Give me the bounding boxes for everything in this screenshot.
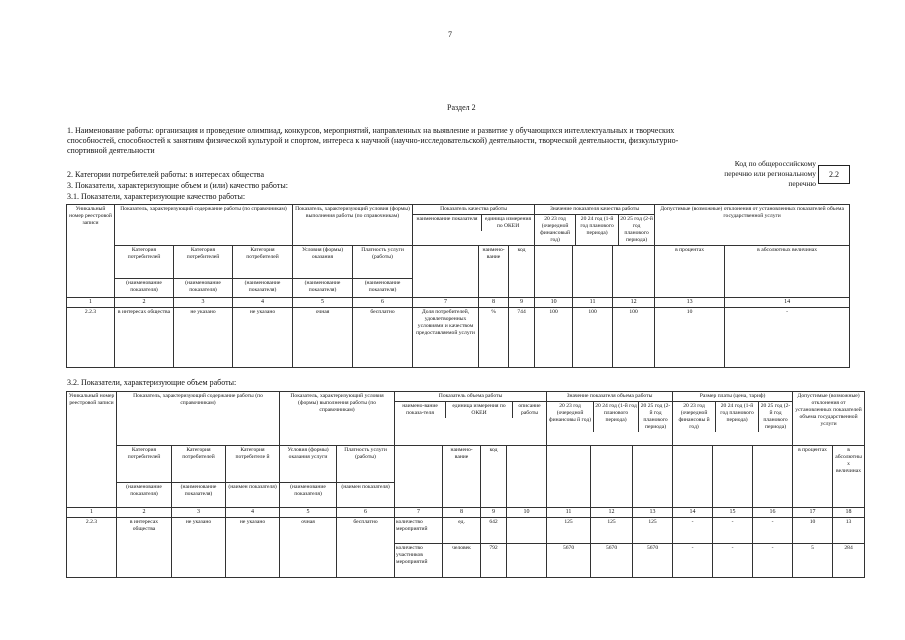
- t1-num: 9: [509, 298, 535, 308]
- t1-h-empty-y2: [573, 246, 613, 298]
- t2-h-cond: Условия (формы) оказания услуги: [280, 446, 336, 483]
- t2-h-sub5: (наимен показателя): [341, 484, 390, 490]
- t1-num: 8: [479, 298, 509, 308]
- t1-unit: %: [479, 308, 509, 368]
- t1-h-cat3-cell: [233, 246, 293, 298]
- t2-h-cat1-cell: [117, 446, 172, 508]
- t2-code: 2.2.3: [67, 518, 117, 578]
- t2-r2-v1: 5670: [547, 544, 591, 578]
- t1-h-unique: Уникальный номер реестровой записи: [67, 205, 115, 298]
- t2-h-fee: [673, 392, 793, 446]
- t2-h-cat1: Категория потребителей: [117, 446, 171, 483]
- t1-indicator-name: Доля потребителей, удовлетворенных условиями и качеством предоставляемой услуги: [413, 308, 479, 368]
- t2-c3: не указано: [226, 518, 280, 578]
- t2-c4: очная: [280, 518, 337, 578]
- t2-r1-dev-pct: 10: [793, 518, 833, 544]
- t2-r1-unit: ед.: [443, 518, 481, 544]
- t1-h-empty-y1: [535, 246, 573, 298]
- t2-num-row: [67, 508, 865, 518]
- t2-h-dev-pct: в процентах: [793, 446, 833, 508]
- t2-num: 13: [633, 508, 673, 518]
- t1-c4: очная: [293, 308, 353, 368]
- t2-num: 5: [280, 508, 337, 518]
- t1-h-empty-y3: [613, 246, 655, 298]
- t2-h-dev-abs: в абсолютны х величинах: [833, 446, 865, 508]
- t1-c5: бесплатно: [353, 308, 413, 368]
- t1-h-dev: Допустимые (возможные) отклонения от установленных показателей объема государственной услуги: [655, 205, 850, 246]
- t1-num-row: [67, 298, 850, 308]
- t2-r1-dev-abs: 13: [833, 518, 865, 544]
- t2-r2-f1: -: [673, 544, 713, 578]
- work-name: 1. Наименование работы: организация и проведение олимпиад, конкурсов, мероприятий, направленных на выявление и развитие у обучающихся интеллектуальных и творческих способностей, способностей к занятиям физической культурой и спортом, интереса к научной (научно-исследовательской) деятельности, творческой деятельности, физкультурно-спортивной деятельности: [67, 126, 679, 155]
- t1-h-cat3: Категория потребителей: [233, 246, 292, 279]
- t1-h-cat2-cell: [174, 246, 233, 298]
- t2-h-fee-title: Размер платы (цена, тариф): [673, 392, 792, 402]
- t1-num: 1: [67, 298, 115, 308]
- t2-h-unit-name: наимено-вание: [443, 446, 481, 508]
- t1-v3: 100: [613, 308, 655, 368]
- quality-heading: 3.1. Показатели, характеризующие качество работы:: [67, 192, 246, 201]
- t1-v2: 100: [573, 308, 613, 368]
- t1-h-sub3: (наименование показателя): [244, 280, 281, 293]
- t2-r1-f1: -: [673, 518, 713, 544]
- t2-num: 1: [67, 508, 117, 518]
- t1-num: 14: [725, 298, 850, 308]
- t2-r1-name: количество мероприятий: [395, 518, 443, 544]
- t1-h-cat2: Категория потребителей: [174, 246, 232, 279]
- t2-c1: в интересах общества: [117, 518, 172, 578]
- t2-h-y3: 20 25 год (2-й год планового периода): [640, 403, 671, 430]
- t2-num: 6: [337, 508, 395, 518]
- t2-num: 7: [395, 508, 443, 518]
- t2-h-f3: 20 25 год (2-й год планового периода): [760, 403, 791, 430]
- t2-h-y2: 20 24 год (1-й год планового периода): [594, 402, 639, 432]
- t2-h-f2: 20 24 год (1-й год планового периода): [716, 402, 759, 432]
- t1-c3: не указано: [233, 308, 293, 368]
- t2-num: 8: [443, 508, 481, 518]
- t2-r2-dev-abs: 284: [833, 544, 865, 578]
- t1-h-cat1-cell: [115, 246, 174, 298]
- t2-h-sub3: (наимен показателя): [228, 484, 277, 490]
- t2-h-desc: описание работы: [518, 403, 541, 416]
- t1-h-content: Показатель, характеризующий содержание работы (по справочникам): [115, 205, 293, 246]
- t2-num: 4: [226, 508, 280, 518]
- t1-h-values-title: Значение показателя качества работы: [535, 205, 654, 215]
- t2-r1-okei: 642: [481, 518, 507, 544]
- t2-h-empty-y3: [633, 446, 673, 508]
- t2-num: 16: [753, 508, 793, 518]
- t1-num: 2: [115, 298, 174, 308]
- t1-dev-pct: 10: [655, 308, 725, 368]
- t2-h-values: [547, 392, 673, 446]
- registry-code-value: 2.2: [818, 165, 850, 184]
- t2-h-cat3: Категория потребителе й: [226, 446, 279, 483]
- t1-code: 2.2.3: [67, 308, 115, 368]
- t2-r2-name: количество участников мероприятий: [395, 544, 443, 578]
- t2-r2-dev-pct: 5: [793, 544, 833, 578]
- t2-h-sub4: (наименование показателя): [290, 484, 326, 497]
- t1-h-y2: 20 24 год (1-й год планового периода): [576, 215, 619, 245]
- t2-h-cond-cell: [280, 446, 337, 508]
- t2-h-empty-desc: [507, 446, 547, 508]
- t2-h-unit: единица измерения по ОКЕИ: [446, 402, 513, 418]
- t1-h-sub2: (наименование показателя): [185, 280, 221, 293]
- t1-num: 3: [174, 298, 233, 308]
- t1-h-unit-name: наимено-вание: [479, 246, 509, 298]
- t2-r1-v3: 125: [633, 518, 673, 544]
- t2-r2-v2: 5670: [591, 544, 633, 578]
- t1-h-quality: [413, 205, 535, 246]
- t2-h-y1: 20 23 год (очередной финансовы й год): [547, 402, 594, 432]
- table-row: [67, 518, 865, 544]
- t1-h-pay-cell: [353, 246, 413, 298]
- t2-r1-v1: 125: [547, 518, 591, 544]
- t2-num: 11: [547, 508, 591, 518]
- t1-h-values: [535, 205, 655, 246]
- t1-h-y1: 20 23 год (очередной финансовый год): [535, 215, 576, 245]
- quality-table: [66, 204, 850, 368]
- t2-h-empty-f1: [673, 446, 713, 508]
- t2-num: 10: [507, 508, 547, 518]
- t2-h-f1: 20 23 год (очередной финансовы й год): [673, 402, 716, 432]
- volume-heading: 3.2. Показатели, характеризующие объем работы:: [67, 378, 237, 387]
- t2-h-unique: Уникальный номер реестровой записи: [67, 392, 117, 508]
- t1-dev-abs: -: [725, 308, 850, 368]
- t1-num: 4: [233, 298, 293, 308]
- t1-c1: в интересах общества: [115, 308, 174, 368]
- t1-num: 7: [413, 298, 479, 308]
- table-row: [67, 308, 850, 368]
- t2-h-content: Показатель, характеризующий содержание работы (по справочникам): [117, 392, 280, 446]
- t1-h-cond-cell: [293, 246, 353, 298]
- t2-h-dev: Допустимые (возможные) отклонения от установленных показателей объема государственной услуги: [793, 392, 865, 446]
- t2-h-unit-code: код: [481, 446, 507, 508]
- t2-r2-unit: человек: [443, 544, 481, 578]
- t2-h-conditions: Показатель, характеризующий условия (формы) выполнения работы (по справочникам): [280, 392, 395, 446]
- t2-r1-f3: -: [753, 518, 793, 544]
- t1-num: 11: [573, 298, 613, 308]
- t1-num: 6: [353, 298, 413, 308]
- t2-h-pay-cell: [337, 446, 395, 508]
- t2-num: 3: [172, 508, 226, 518]
- t1-num: 12: [613, 298, 655, 308]
- t2-num: 15: [713, 508, 753, 518]
- t2-r2-v3: 5670: [633, 544, 673, 578]
- t1-h-unit: единица измерения по ОКЕИ: [484, 216, 532, 229]
- t2-num: 12: [591, 508, 633, 518]
- t1-num: 5: [293, 298, 353, 308]
- t2-num: 9: [481, 508, 507, 518]
- t1-h-quality-title: Показатель качества работы: [413, 205, 534, 215]
- t2-h-cat2-cell: [172, 446, 226, 508]
- t2-h-empty-f3: [753, 446, 793, 508]
- t2-r2-f2: -: [713, 544, 753, 578]
- t2-r2-okei: 792: [481, 544, 507, 578]
- t2-h-pay: Платность услуги (работы): [337, 446, 394, 483]
- t2-num: 17: [793, 508, 833, 518]
- t1-h-cat1: Категория потребителей: [115, 246, 173, 279]
- section-title: Раздел 2: [447, 103, 476, 112]
- t1-h-cond: Условия (формы) оказания: [293, 246, 352, 279]
- t2-h-volume: [395, 392, 547, 446]
- t2-r1-v2: 125: [591, 518, 633, 544]
- t2-h-empty-f2: [713, 446, 753, 508]
- t2-r2-desc: [507, 544, 547, 578]
- t1-h-conditions: Показатель, характеризующий условия (формы) выполнения работы (по справочникам): [293, 205, 413, 246]
- t1-okei: 744: [509, 308, 535, 368]
- consumer-category: 2. Категории потребителей работы: в интересах общества: [67, 170, 265, 179]
- t2-h-empty-y2: [591, 446, 633, 508]
- t2-h-cat3-cell: [226, 446, 280, 508]
- t2-r2-f3: -: [753, 544, 793, 578]
- t1-num: 10: [535, 298, 573, 308]
- t2-h-cat2: Категория потребителей: [172, 446, 225, 483]
- t1-h-unit-code: код: [509, 246, 535, 298]
- t1-h-sub5: (наименование показателя): [364, 280, 401, 293]
- t2-num: 2: [117, 508, 172, 518]
- t1-h-y3: 20 25 год (2-й год планового периода): [620, 216, 653, 243]
- page-number: 7: [448, 30, 452, 39]
- t1-c2: не указано: [174, 308, 233, 368]
- t1-h-sub4: (наименование показателя): [304, 280, 341, 293]
- t2-h-sub2: (наименование показателя): [180, 484, 217, 497]
- t2-num: 14: [673, 508, 713, 518]
- t1-h-name: наименование показателя: [413, 215, 482, 231]
- t2-h-name: наимено-вание показа-теля: [395, 402, 446, 418]
- t2-h-volume-title: Показатель объема работы: [395, 392, 546, 402]
- t1-num: 13: [655, 298, 725, 308]
- t2-h-values-title: Значение показателя объема работы: [547, 392, 672, 402]
- t1-h-sub1: (наименование показателя): [126, 280, 162, 293]
- t2-r1-desc: [507, 518, 547, 544]
- t1-h-dev-abs: в абсолютных величинах: [725, 246, 850, 298]
- t2-c5: бесплатно: [337, 518, 395, 578]
- t1-v1: 100: [535, 308, 573, 368]
- t2-r1-f2: -: [713, 518, 753, 544]
- t2-num: 18: [833, 508, 865, 518]
- t2-h-empty-y1: [547, 446, 591, 508]
- registry-code-label: Код по общероссийскому перечню или региональному перечню: [724, 159, 816, 188]
- indicators-heading: 3. Показатели, характеризующие объем и (или) качество работы:: [67, 181, 288, 190]
- t1-h-empty-name: [413, 246, 479, 298]
- t2-h-empty-name: [395, 446, 443, 508]
- t1-h-pay: Платность услуги (работы): [353, 246, 412, 279]
- t2-h-sub1: (наименование показателя): [126, 484, 162, 497]
- t2-c2: не указано: [172, 518, 226, 578]
- volume-table: [66, 391, 865, 578]
- t1-h-dev-pct: в процентах: [655, 246, 725, 298]
